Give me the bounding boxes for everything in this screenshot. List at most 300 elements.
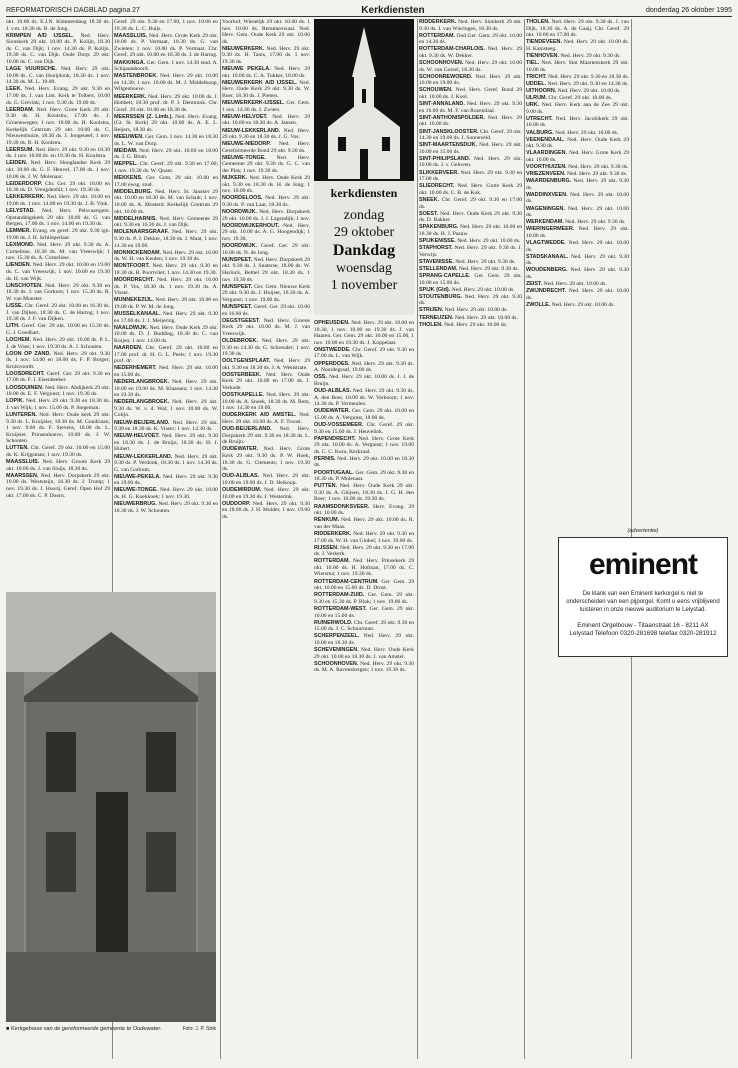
service-place: MUNNEKEZIJL. bbox=[114, 297, 154, 304]
service-entry bbox=[114, 216, 218, 229]
service-place: SINT-PHILIPSLAND. bbox=[419, 155, 471, 162]
service-entry bbox=[6, 385, 110, 398]
service-details: Herv. Evang. 29 okt. 10.00 ds. bbox=[314, 503, 414, 517]
service-details: Ned. Herv. 29 okt. 9.30 en 19.00 ds. bbox=[114, 473, 218, 487]
service-place: WERKENDAM. bbox=[526, 219, 564, 226]
service-details: Ned. Herv. 29 okt. 10.00 ds. bbox=[526, 288, 629, 301]
service-details: Chr. Geref. 29 okt. 10.00 ds. bbox=[548, 95, 613, 102]
service-place: ROTTERDAM. bbox=[419, 32, 455, 39]
service-details: Ned. Herv. 29 okt. 10.00 ds. bbox=[551, 301, 615, 308]
service-place: LISSE. bbox=[6, 302, 24, 309]
service-entry bbox=[6, 181, 110, 194]
service-entry bbox=[6, 147, 110, 160]
service-place: LEIDERDORP. bbox=[6, 180, 43, 187]
service-entry bbox=[526, 192, 629, 205]
service-details: Ned. Herv. 29 okt. 9.30 en 18.30 ds. R. Poortvliet; 1 nov. 14.30 en 19.30. bbox=[114, 263, 218, 276]
service-entry bbox=[114, 454, 218, 474]
service-place: THOLEN. bbox=[526, 19, 550, 25]
service-place: NUNSPEET. bbox=[222, 256, 253, 263]
service-details: Ned. Herv. 29 okt. 10.00 ds. P. Vos, 18.30 ds. 1 nov. 19.30 ds. A. Visser. bbox=[114, 277, 218, 297]
service-entry bbox=[419, 129, 522, 142]
service-place: VALBURG. bbox=[526, 129, 554, 136]
service-details: Ned. Herv. 29 okt. 9.30 ds. 1 nov. 14.00 en 18.00 ds. F. P. Borger; Kruisvoordt. bbox=[6, 350, 110, 370]
service-details: Ger. Gem. 29 okt. 10.00 en 15.00 ds. A. Vergunst, 18.00 ds. bbox=[314, 408, 414, 421]
service-details: Ned. Herv. 29 okt. 9.30 ds. bbox=[560, 52, 621, 59]
service-place: VRIEZENVEEN. bbox=[526, 171, 566, 178]
church-graphic-line2: 29 oktober bbox=[333, 225, 395, 240]
service-entry bbox=[114, 365, 218, 378]
service-place: OUDDORP. bbox=[222, 500, 251, 507]
service-entry bbox=[419, 33, 522, 46]
service-place: ROTTERDAM-WEST. bbox=[314, 605, 367, 612]
column-6 bbox=[526, 19, 629, 519]
service-place: OUD-ALBLAS. bbox=[222, 473, 260, 480]
service-place: LUNTEREN. bbox=[6, 411, 37, 418]
service-place: LINSCHOTEN. bbox=[6, 282, 43, 289]
service-place: LITH. bbox=[6, 323, 20, 330]
service-place: ROTTERDAM. bbox=[314, 558, 350, 565]
service-place: SLIEDRECHT. bbox=[419, 183, 455, 190]
service-place: NIEUWE-TONGE. bbox=[114, 487, 158, 494]
service-details: Ned. Herv. 29 okt. 9.30 en 18.30 ds. J. A. Weststrate. bbox=[222, 358, 310, 371]
church-silhouette-icon bbox=[314, 19, 414, 315]
service-details: Geref. Ger. 29 okt. 10.00 en 16.00 ds. bbox=[222, 303, 310, 317]
service-details: Ned. Herv. 29 okt. 9.30 ds. bbox=[568, 163, 629, 170]
service-place: LEMMER. bbox=[6, 228, 31, 235]
service-place: SPAKENBURG. bbox=[419, 224, 459, 231]
service-details: Ned. Herv. 29 okt. 9.30 en 18.30 ds. J. W. Schouten. bbox=[114, 501, 218, 514]
service-details: Ned. Herv. Gemeente 29 okt. 9.30 en 16.30 ds. J. van Dijk. bbox=[114, 215, 218, 229]
service-place: OOSTKAPELLE. bbox=[222, 392, 264, 399]
service-entry bbox=[222, 412, 310, 425]
service-entry bbox=[419, 266, 522, 273]
service-place: NEDERLANGBROEK. bbox=[114, 399, 170, 406]
service-details: Ned. Herv. 29 okt. 10.00 en 18.30 ds. bbox=[314, 455, 414, 469]
service-entry bbox=[222, 243, 310, 256]
service-place: NAALDWIJK. bbox=[114, 324, 148, 331]
service-place: SPIJK (Gld). bbox=[419, 286, 451, 293]
service-entry bbox=[419, 315, 522, 322]
service-details: Ned. Herv. 29 okt. 9.30 ds. W. v. d. Wal; 1 nov. 10.00 ds. W. Colijn. bbox=[114, 399, 218, 419]
service-place: ONSTWEDDE. bbox=[314, 346, 351, 353]
service-entry bbox=[526, 240, 629, 253]
service-entry bbox=[526, 178, 629, 191]
column-divider bbox=[417, 19, 418, 1059]
service-details: Ned. Herv. Grote Kerk 29 okt. 9.30 ds. P. W. Hoek, 18.30 ds. G. Clements; 1 nov. 19.30 ds. bbox=[222, 446, 310, 473]
service-entry bbox=[6, 323, 110, 336]
service-entry bbox=[419, 142, 522, 155]
service-details: Ned. Herv. 29 okt. 10.00 en 18.30 ds. H. J. Paauw. bbox=[419, 224, 522, 237]
service-place: MONNICKENDAM. bbox=[114, 249, 162, 256]
service-entry bbox=[526, 219, 629, 226]
service-details: Ned. Herv. 29 okt. 10.00 ds. bbox=[444, 307, 508, 314]
service-entry bbox=[114, 277, 218, 297]
service-entry bbox=[6, 242, 110, 262]
service-entry bbox=[6, 194, 110, 207]
service-details: Ned. Herv. 29 okt. 9.30 ds. M. A. Ravensbergen; 1 nov. 19.30 ds. bbox=[314, 660, 414, 674]
service-details: Chr. Geref. 29 okt. 9.30 en 17.00; 1 nov. 19.30 ds. W. Quant. bbox=[114, 161, 218, 175]
service-details: Ned. Herv. 29 okt. 10.00 en 19.00 ds. 1 nov. 14.00 en 19.30 ds. J. B. Vink. bbox=[6, 194, 110, 208]
service-place: OUDEWATER. bbox=[314, 408, 351, 415]
service-details: Ned. Herv. 29 okt. 10.00 ds. J. Hobbelt, 18.30 prof. dr. P. J. Demmink. Chr. Geref. 29 okt. 10.00 en 18.30 ds. bbox=[114, 93, 218, 113]
service-entry bbox=[114, 250, 218, 263]
column-5 bbox=[419, 19, 522, 1059]
service-entry bbox=[114, 134, 218, 147]
service-place: ROTTERDAM-ZUID. bbox=[314, 592, 365, 599]
service-details: Ned. Herv. Dorpskerk 29 okt. 10.00 ds. Weststeijn, 18.30 ds. J. Trump; 1 nov. 19.30 ds. J. Hoorij. Geref. Open Hof 29 okt. 17.00 ds. C. P. Doorn. bbox=[6, 472, 110, 499]
service-details: Ned. Herv. 29 okt. 9.30 en 18.30 ds. J. van Wijk; 1 nov. 15.00 ds. P. Stegeman. bbox=[6, 398, 110, 411]
church-graphic-line4: woensdag bbox=[336, 261, 392, 276]
service-entry bbox=[314, 517, 414, 530]
service-place: OEGSTGEEST. bbox=[222, 317, 261, 324]
service-details: Ned. Herv. Oude Kerk 29 okt. 9.30 ds. D. Bakker. bbox=[419, 210, 522, 224]
service-entry bbox=[6, 86, 110, 106]
service-details: Ned. Herv. 29 okt. 10.00 ds. J. J. de Bruijn. bbox=[314, 374, 414, 387]
service-place: SCHERPENZEEL. bbox=[314, 633, 360, 640]
service-details: Ned. Herv. 29 okt. 10.00 ds. R. van der Maas. bbox=[314, 517, 414, 530]
service-details: Ned. Herv. 29 okt. 9.30 ds. W. Dekker. bbox=[419, 46, 522, 59]
service-entry bbox=[114, 501, 218, 514]
service-details: Ned. Herv. Gemeente 29 okt. 9.30 ds. G. C. van der Plas; 1 nov. 19.30 ds. bbox=[222, 154, 310, 175]
service-details: Ned. Herv. 29 okt. 9.30 en 17.00 ds. J. J. Meijering. bbox=[114, 311, 218, 324]
service-entry bbox=[419, 19, 522, 32]
service-entry bbox=[419, 307, 522, 314]
service-entry bbox=[526, 267, 629, 280]
ad-label: (advertentie) bbox=[627, 528, 659, 534]
service-entry bbox=[419, 273, 522, 286]
service-place: SCHOONREWOERD. bbox=[419, 73, 473, 80]
service-place: UITHOORN. bbox=[526, 87, 557, 94]
service-details: Ned. Herv. 29 okt. 9.30 en 18.30 ds. bbox=[548, 73, 629, 80]
service-details: Ned. Herv. 29 okt. 10.00 ds. bbox=[557, 87, 621, 94]
photo-credit: Foto: J. P. Strik bbox=[182, 1026, 216, 1032]
service-entry bbox=[419, 87, 522, 100]
service-details: Ned. Herv. 29 okt. 9.30 en 18.00 ds. J. H. Mulder, 1 nov. 19.00 ds. bbox=[222, 500, 310, 520]
service-place: NIEUW-LEKKERLAND. bbox=[222, 127, 281, 134]
service-place: NOORDELOOS. bbox=[222, 195, 263, 202]
service-entry bbox=[114, 433, 218, 453]
service-entry bbox=[222, 114, 310, 127]
service-place: SPRANG-CAPELLE. bbox=[419, 272, 471, 279]
service-place: OUD-VOSSEMEER. bbox=[314, 421, 364, 428]
service-entry bbox=[526, 88, 629, 95]
service-entry bbox=[419, 322, 522, 329]
service-place: RIDDERKERK. bbox=[419, 19, 457, 25]
service-entry bbox=[114, 379, 218, 399]
service-details: Ned. Herv. Sint Maartenskerk 29 okt. 10.00 ds. bbox=[526, 60, 629, 73]
service-details: Ned. Herv. 29 okt. 10.00 en 18.30, 1 nov. 10.00 en 19.30 ds. J. van Haaren. Ger. Gem. 29 okt. 10.00 en 15.00, 1 nov. 10.00 en 19.30 ds. J. Koppelaar. bbox=[314, 320, 414, 346]
service-entry bbox=[114, 189, 218, 215]
service-entry bbox=[222, 304, 310, 317]
church-graphic-word: kerkdiensten bbox=[330, 186, 398, 200]
church-graphic-line1: zondag bbox=[343, 208, 385, 223]
service-details: Ned. Herv. 29 okt. 10.00 ds. bbox=[454, 314, 518, 321]
service-place: NIEUWERBRUG. bbox=[114, 501, 157, 508]
caption-text: Kerkgebouw van de gereformeerde gemeente te Oudewater. bbox=[10, 1026, 162, 1032]
service-details: Geref. 29 okt. 9.30 en 17.00, 1 nov. 10.00 en 19.30 ds. L. C. Buijs. bbox=[114, 19, 218, 32]
service-entry bbox=[526, 254, 629, 267]
service-details: Ned. Herv. 29 okt. 9.30 en 18.30 ds. J. G. Vos. bbox=[222, 127, 310, 141]
service-entry bbox=[314, 422, 414, 435]
service-place: LEIDEN. bbox=[6, 160, 28, 167]
service-entry bbox=[526, 39, 629, 52]
service-entry bbox=[314, 347, 414, 360]
service-details: Ned. Herv. 29 okt. 9.30 ds. P. J. Dekker, 18.30 ds. J. Maat, 1 nov. 14.30 en 19.00. bbox=[114, 229, 218, 249]
service-entry bbox=[314, 647, 414, 660]
service-place: NIEUWERKERK-IJSSEL. bbox=[222, 100, 285, 107]
service-entry bbox=[526, 102, 629, 115]
service-place: RIDDERKERK. bbox=[314, 530, 352, 537]
service-details: Ned. Herv. Sionkerk 29 okt. 9.30 ds. J. van Wieringen, 18.30 ds. bbox=[419, 19, 522, 32]
service-details: Ned. Herv. 29 okt. 10.00 ds. bbox=[457, 238, 521, 244]
service-entry bbox=[222, 155, 310, 175]
service-entry bbox=[6, 398, 110, 411]
service-entry bbox=[6, 371, 110, 384]
ad-contact-text: Eminent Orgelbouw - Titaanstraat 16 - 8211 AX Lelystad Telefoon 0320-281698 telefax 0320-281912 bbox=[569, 622, 717, 637]
service-details: Chr. Geref. 29 okt. 10.00 en 17.00 prof. dr. H. G. L. Peels; 1 nov. 19.30 prof. dr. bbox=[114, 345, 218, 365]
service-details: Ned. Herv. 29 okt. 10.00 ds. A. Snoek, 18.30 ds. M. Rem, 1 nov. 14.30 en 19.00. bbox=[222, 392, 310, 412]
service-entry bbox=[222, 372, 310, 392]
service-entry bbox=[222, 501, 310, 521]
service-entry bbox=[222, 66, 310, 79]
service-entry bbox=[114, 175, 218, 188]
service-place: STOUTENBURG. bbox=[419, 293, 463, 300]
service-details: Ned. Herv. 29 okt. 9.30 en 17.00 ds. W. H. van Ginkel; 1 nov. 19.00 ds. bbox=[314, 530, 414, 544]
service-entry bbox=[222, 426, 310, 446]
service-entry bbox=[222, 487, 310, 500]
column-7 bbox=[633, 19, 732, 519]
photo-caption bbox=[6, 1026, 216, 1033]
service-place: OLDEBROEK. bbox=[222, 337, 258, 344]
service-place: ZEIST. bbox=[526, 281, 543, 288]
service-place: MIDDELHARNIS. bbox=[114, 215, 157, 222]
service-entry bbox=[222, 392, 310, 412]
service-details: Ned. Herv. Pelsvaartgem. Opstandingskerk 29 okt. 10.00 ds. G. van Bergen, 17.00 ds. 1 nov. 14.00 en 19.30 ds. bbox=[6, 208, 110, 228]
column-4 bbox=[314, 320, 414, 1060]
church-graphic-line5: 1 november bbox=[330, 278, 398, 293]
service-details: Voorhof, Wieselijk 29 okt. 10.00 ds. 1 nov. 10.00 ds. Remmerswaal. Ned. Herv. Gem. Oude Kerk 29 okt. 10.00 ds. bbox=[222, 19, 310, 45]
service-place: SINT-JANSKLOOSTER. bbox=[419, 128, 479, 135]
service-place: RIJSSEN. bbox=[314, 544, 339, 551]
service-place: SOEST. bbox=[419, 210, 439, 217]
service-details: Ned. Herv. 29 okt. 10.00 ds. bbox=[526, 240, 629, 253]
service-place: RUINERWOLD. bbox=[314, 619, 353, 626]
service-place: PERNIS. bbox=[314, 455, 336, 462]
service-entry bbox=[114, 420, 218, 433]
service-details: Ned. Herv. 29 okt. 9.30 ds. A. Cornelisse, 18.30 ds. M. van Vreeswijk; 1 nov. 15.30 ds. A. Cornelisse. bbox=[6, 242, 110, 262]
service-place: PUTTEN. bbox=[314, 483, 338, 490]
service-entry bbox=[114, 33, 218, 59]
church-building-photo-icon bbox=[6, 592, 216, 1022]
service-place: VLAARDINGEN. bbox=[526, 150, 568, 157]
service-details: Ned. Herv. 29 okt. 9.30 ds. A. Noordegraaf, 19.00 ds. bbox=[314, 360, 414, 374]
service-place: LEKKERKERK. bbox=[6, 194, 45, 201]
column-3 bbox=[222, 19, 310, 1059]
service-entry bbox=[314, 531, 414, 544]
service-details: Ned. Herv. 29 okt. 10.00 ds. J. v. Geloven. bbox=[419, 155, 522, 169]
service-entry bbox=[6, 351, 110, 371]
ad-body-text: De klank van een Eminent kerkorgel is niet te onderscheiden van een pijporgel. Komt u eens vrijblijvend luisteren in onze nieuwe auditorium te Lelystad. bbox=[566, 591, 720, 613]
service-entry bbox=[222, 209, 310, 222]
service-details: Ned. Herv. Evang. (Gt. St. Kerk) 29 okt. 10.00 ds. A. E. L. Beijers, 18.30 ds. bbox=[114, 113, 218, 133]
church-graphic-line3: Dankdag bbox=[332, 242, 396, 259]
service-place: NEDERLANGBROEK. bbox=[114, 378, 170, 385]
service-place: SINT-ANNALAND. bbox=[419, 101, 465, 108]
service-entry bbox=[526, 95, 629, 102]
service-details: Ned. Herv. 29 okt. 10.00 en 15.00 ds. bbox=[419, 142, 522, 155]
service-details: Ned. Herv. 29 okt. 9.30 en 17.00 ds. J. Verkerk. bbox=[314, 544, 414, 558]
service-details: Ger. Gem. 29 okt. 10.00 en 15.00 ds. bbox=[314, 605, 414, 619]
service-details: Ned. Herv. 29 okt. 10.00 en 19.00 ds. P. W. M. de Jong. bbox=[114, 297, 218, 310]
service-entry bbox=[6, 160, 110, 180]
service-details: Ned. Herv. Dorpskerk 29 okt. 9.30 ds. J. Snaterse, 18.00 ds. W. Harinck, Bethel 29 okt. 18.30 ds. 1 nov. 19.30 ds. bbox=[222, 256, 310, 283]
caption-square-icon: ■ bbox=[6, 1026, 11, 1032]
service-entry bbox=[6, 337, 110, 350]
service-entry bbox=[114, 60, 218, 73]
service-entry bbox=[6, 303, 110, 323]
service-details: Ned. Herv. Kerk aan de Zee 29 okt. 9.00 ds. bbox=[526, 102, 629, 115]
service-place: LOCHEM. bbox=[6, 336, 31, 343]
service-place: WAGENINGEN. bbox=[526, 205, 565, 212]
header-right: donderdag 26 oktober 1995 bbox=[645, 6, 732, 14]
service-details: Ned. Herv. 29 okt. 10.00 ds. bbox=[543, 281, 607, 288]
service-place: MUSSELKANAAL. bbox=[114, 311, 161, 318]
service-place: NIEUW-BEIJERLAND. bbox=[114, 419, 170, 426]
service-details: Ned. Herv. Oude Kerk 29 okt. 10.00 en 17.00 ds. J. Verkade. bbox=[222, 371, 310, 392]
service-details: Chr. Geref. 29 okt. 10.00 en 15.00 ds. K. Krijgsman; 1 nov. 19.30 ds. bbox=[6, 445, 110, 458]
service-place: VEENENDAAL. bbox=[526, 136, 565, 143]
service-place: KRIMPEN A/D IJSSEL. bbox=[6, 32, 74, 39]
service-entry bbox=[419, 46, 522, 59]
service-details: Ned. Herv. 29 okt. 10.00 ds. bbox=[419, 114, 522, 128]
service-details: Ned. Herv. Grote Kerk 29 okt. 10.00 ds. P. Vermaat, 18.30 ds. G. van Zwieten; 1 nov. 10.00 ds. P. Vermaat. Chr. Geref. 29 okt. 10.00 en 18.30 ds. J. de Hartog. bbox=[114, 32, 218, 59]
service-entry bbox=[314, 633, 414, 646]
service-entry bbox=[419, 211, 522, 224]
service-details: Ned. Herv. Prinsekerk 29 okt. 10.00 ds. H. Hofman, 17.00 ds. C. Wiersma; 1 nov. 19.30 ds. bbox=[314, 558, 414, 578]
service-place: OOSTERBEEK. bbox=[222, 371, 262, 378]
service-place: STAVENISSE. bbox=[419, 258, 454, 265]
service-entry bbox=[419, 287, 522, 294]
service-details: Ned. Herv. 29 okt. 10.00 ds. A. F. Troost. bbox=[222, 412, 310, 426]
column-2 bbox=[114, 19, 218, 587]
service-entry bbox=[114, 325, 218, 345]
service-entry bbox=[6, 208, 110, 228]
service-place: NIEUWE-TONGE. bbox=[222, 154, 266, 161]
service-entry bbox=[6, 228, 110, 241]
service-details: okt. 10.00 ds. E.J.N. Kimmendaug 18.30 ds. J. v.m. 18.30 ds. B. de Jong. bbox=[6, 19, 110, 32]
service-details: Ned. Herv. 29 okt. 9.30 ds. bbox=[526, 267, 629, 280]
service-entry bbox=[6, 262, 110, 282]
service-details: Ned. Herv. 29 okt. 9.30 ds. bbox=[565, 219, 626, 226]
service-place: SPIJKENISSE. bbox=[419, 238, 456, 244]
service-details: Ned. Herv. Oude kerk 29 okt. 9.30 ds. L. Kruijsier, 18.30 ds. M. Goudriaan; 1 nov. 9.00 ds. F. Stevens, 18.00 ds. L. Kruijsier. Prinsenhoeve, 10.00 ds. J. W. Schouten. bbox=[6, 411, 110, 445]
service-details: Ned. Herv. Grote Kerk 29 okt. 10.00 ds. C. B. de Kok. bbox=[419, 183, 522, 196]
service-place: PAPENDRECHT. bbox=[314, 435, 356, 442]
service-place: MEERSSEN (Z. Limb.). bbox=[114, 113, 173, 120]
service-details: Ned. Herv. Oude Kerk 29 okt. 10.00 ds. D. J. Budding, 18.30 ds. C. van Koijen; 1 nov. 14.00 ds. bbox=[114, 324, 218, 344]
service-place: LIENDEN. bbox=[6, 262, 32, 269]
service-place: NIEUWE PEKELA. bbox=[222, 66, 271, 73]
service-place: LUTTEN. bbox=[6, 445, 29, 452]
service-place: NIEUWERKERK A/D IJSSEL. bbox=[222, 79, 297, 86]
service-place: NIEUWE-PEKELA. bbox=[114, 473, 161, 480]
service-entry bbox=[419, 101, 522, 114]
service-entry bbox=[314, 320, 414, 346]
service-details: Ned. Herv. 29 okt. 9.30 ds. bbox=[566, 171, 628, 178]
service-entry bbox=[314, 361, 414, 374]
service-place: SCHEVENINGEN. bbox=[314, 647, 359, 653]
service-details: Ger. Gem. 1 nov. 14.30 stud. A. Schipaanboord. bbox=[114, 59, 218, 73]
service-entry bbox=[526, 171, 629, 178]
service-entry bbox=[6, 66, 110, 86]
service-place: LEXMOND. bbox=[6, 242, 35, 249]
service-details: Ned. Herv. 29 okt. 10.00 ds. C. van Hooijdonk, 18.30 ds. 1 nov. 14.30 ds. M. L. 10.00. bbox=[6, 66, 110, 86]
service-place: NEDERHEMERT. bbox=[114, 365, 157, 372]
service-place: SCHOONHOVEN. bbox=[314, 660, 359, 667]
service-place: ZWOLLE. bbox=[526, 301, 551, 308]
service-entry bbox=[222, 128, 310, 141]
service-details: Ned. Herv. 29 okt. 9.30 en 17.00 ds. bbox=[419, 169, 522, 183]
service-place: MONTFOORT. bbox=[114, 263, 150, 270]
service-place: ROTTERDAM-CENTRUM. bbox=[314, 578, 379, 585]
service-place: TIENHOVEN. bbox=[526, 52, 559, 59]
service-place: LEERDAM. bbox=[6, 106, 35, 113]
service-details: Ned. Herv. 29 okt. 9.30 en 14.30 ds. bbox=[547, 80, 629, 87]
service-place: LOOSDRECHT. bbox=[6, 370, 45, 377]
service-entry bbox=[6, 459, 110, 472]
service-place: THOLEN. bbox=[419, 321, 443, 328]
service-entry bbox=[314, 661, 414, 674]
service-place: LOPIK. bbox=[6, 398, 24, 405]
service-place: WAARDENBURG. bbox=[526, 178, 572, 185]
service-entry bbox=[6, 473, 110, 499]
service-entry bbox=[222, 223, 310, 243]
service-details: Ger. Gem. 1 nov. 14.30 en 18.30 ds. L. W. van Dorp. bbox=[114, 134, 218, 147]
service-entry bbox=[526, 206, 629, 219]
service-entry bbox=[222, 80, 310, 100]
service-details: Ned. Herv. 29 okt. 10.00 en 19.00 ds. M. Klaassen; 1 nov. 14.30 en 19.30 ds. bbox=[114, 378, 218, 399]
column-divider bbox=[220, 19, 221, 1059]
service-details: Chr. Geref. 29 okt. 9.30 en 17.00 ds. bbox=[419, 196, 522, 210]
service-entry bbox=[314, 592, 414, 605]
service-place: STRIJEN. bbox=[419, 307, 444, 314]
service-details: Ned. Herv. 29 okt. 10.00 ds. bbox=[444, 321, 508, 328]
service-entry bbox=[526, 116, 629, 129]
service-details: Evang. en geref. 29 okt. 9.30 ign. 19.00 ds. J. H. Schlieperlaar. bbox=[6, 228, 110, 241]
service-details: Ned. Herv. 29 okt. 9.30 ds. bbox=[458, 265, 519, 272]
service-details: Ned. Herv. 29 okt. 9.30 en 18.30 ds. J. de Bruijn, 18.30 ds. H. J. Hubert. bbox=[114, 433, 218, 453]
service-entry bbox=[114, 73, 218, 93]
service-details: Ned. Herv. 29 okt. 9.30 ds. A. den Boer, 18.00 ds. W. Verboom; 1 nov. 14.30 ds. P. Vermeulen. bbox=[314, 387, 414, 408]
service-details: Ned. Herv. Hooglandse Kerk 29 okt. 10.00 ds. G. F. Heuvel, 17.00 ds. 1 nov. 10.00 ds. J. W. Molenaar. bbox=[6, 160, 110, 180]
service-details: Ned. Herv. Sionskerk 29 okt. 10.00 ds. P. Kolijn, 18.30 ds. C. van Dijk; 1 nov. 14.30 ds. P. Kolijn, 19.30 ds. C. van Dijk. Oude Dorp: 29 okt. 10.00 ds. C. van Dijk. bbox=[6, 32, 110, 66]
service-entry bbox=[114, 263, 218, 276]
service-entry bbox=[114, 161, 218, 174]
service-place: SLIKKERVEER. bbox=[419, 169, 459, 176]
kerkdiensten-graphic bbox=[314, 19, 414, 315]
column-divider bbox=[524, 19, 525, 1059]
service-entry bbox=[114, 487, 218, 500]
service-entry bbox=[222, 100, 310, 113]
service-details: Geref. Ger. 29 okt. 9.30 en 17.00 ds. F. J. Eisenbeeker. bbox=[6, 370, 110, 384]
column-1 bbox=[6, 19, 110, 587]
service-place: NIEUW-HELVOET. bbox=[114, 433, 160, 440]
service-details: Ned. Herv. Oude Kerk 29 okt. 9.30 ds. W. Boer, 18.30 ds. J. Pieters. bbox=[222, 79, 310, 100]
service-details: Chr. Geref. 29 okt. 9.30 en 17.00 ds. L. van Wijk. bbox=[314, 346, 414, 360]
service-details: Ned. Herv. Dorpskerk 29 okt. 10.00 ds. J. J. Lagendijk; 1 nov. bbox=[222, 209, 310, 222]
service-place: WIERINGERMEER. bbox=[526, 226, 575, 233]
service-entry bbox=[526, 60, 629, 73]
